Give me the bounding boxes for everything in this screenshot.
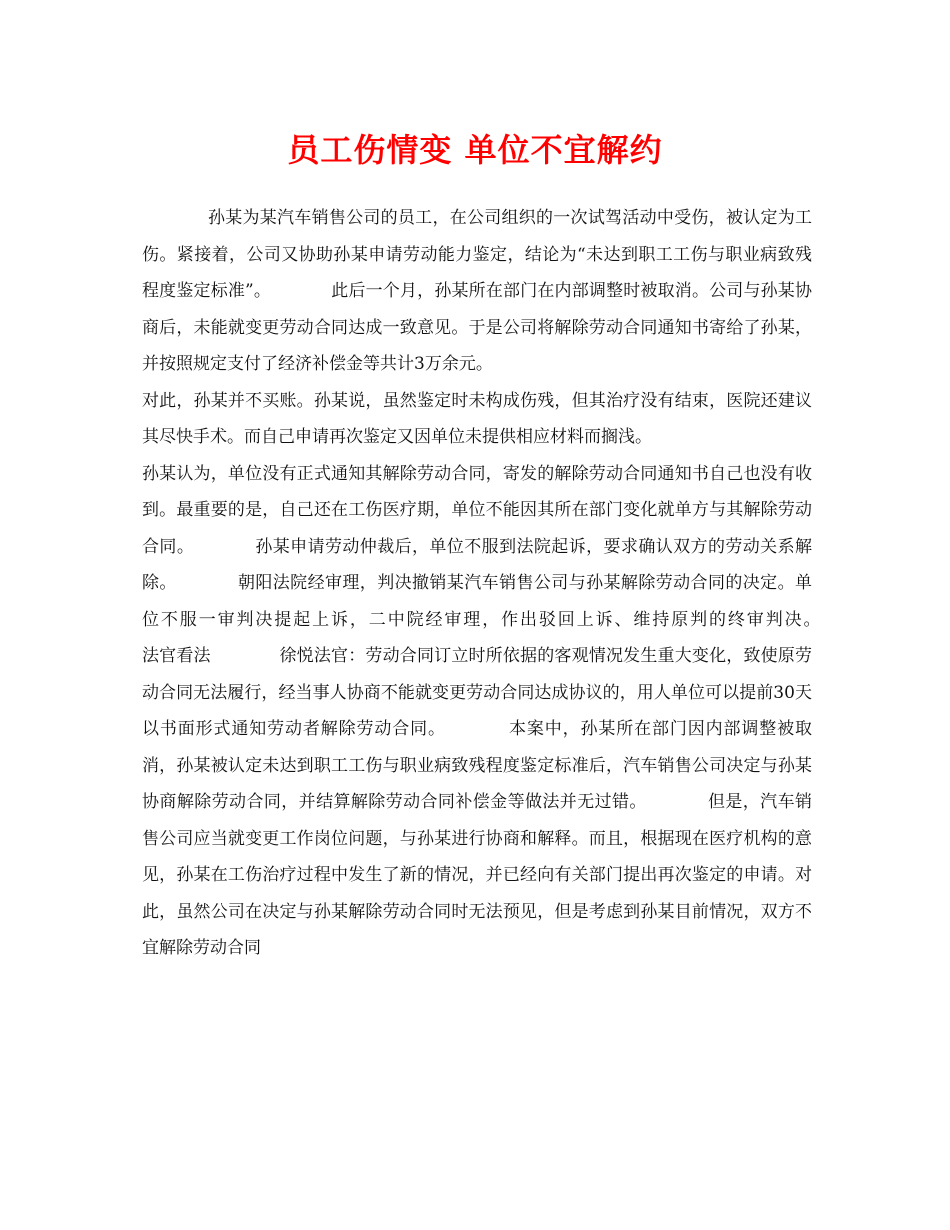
paragraph-judgment: 孙某认为，单位没有正式通知其解除劳动合同，寄发的解除劳动合同通知书自己也没有收到。最重要的是，自己还在工伤医疗期，单位不能因其所在部门变化就单方与其解除劳动合同。 孙某申请劳动仲裁后，单位不服到法院起诉，要求确认双方的劳动关系解除。 朝阳法院经审理，判决撤销某汽车销售公司与孙某解除劳动合同的决定。单位不服一审判决提起上诉，二中院经审理，作出驳回上诉、维持原判的终审判决。 法官看法 徐悦法官：劳动合同订立时所依据的客观情况发生重大变化，致使原劳动合同无法履行，经当事人协商不能就变更劳动合同达成协议的，用人单位可以提前30天以书面形式通知劳动者解除劳动合同。 本案中，孙某所在部门因内部调整被取消，孙某被认定未达到职工工伤与职业病致残程度鉴定标准后，汽车销售公司决定与孙某协商解除劳动合同，并结算解除劳动合同补偿金等做法并无过错。 但是，汽车销售公司应当就变更工作岗位问题，与孙某进行协商和解释。而且，根据现在医疗机构的意见，孙某在工伤治疗过程中发生了新的情况，并已经向有关部门提出再次鉴定的申请。对此，虽然公司在决定与孙某解除劳动合同时无法预见，但是考虑到孙某目前情况，双方不宜解除劳动合同	[142, 463, 880, 958]
document-body	[142, 200, 880, 967]
paragraph-intro: 孙某为某汽车销售公司的员工，在公司组织的一次试驾活动中受伤，被认定为工伤。紧接着，公司又协助孙某申请劳动能力鉴定，结论为“未达到职工工伤与职业病致残程度鉴定标准”。 此后一个月，孙某所在部门在内部调整时被取消。公司与孙某协商后，未能就变更劳动合同达成一致意见。于是公司将解除劳动合同通知书寄给了孙某，并按照规定支付了经济补偿金等共计3万余元。	[142, 208, 812, 374]
paragraph-response: 对此，孙某并不买账。孙某说，虽然鉴定时未构成伤残，但其治疗没有结束，医院还建议其尽快手术。而自己申请再次鉴定又因单位未提供相应材料而搁浅。	[142, 390, 812, 447]
document-title: 员工伤情变 单位不宜解约	[287, 131, 663, 169]
